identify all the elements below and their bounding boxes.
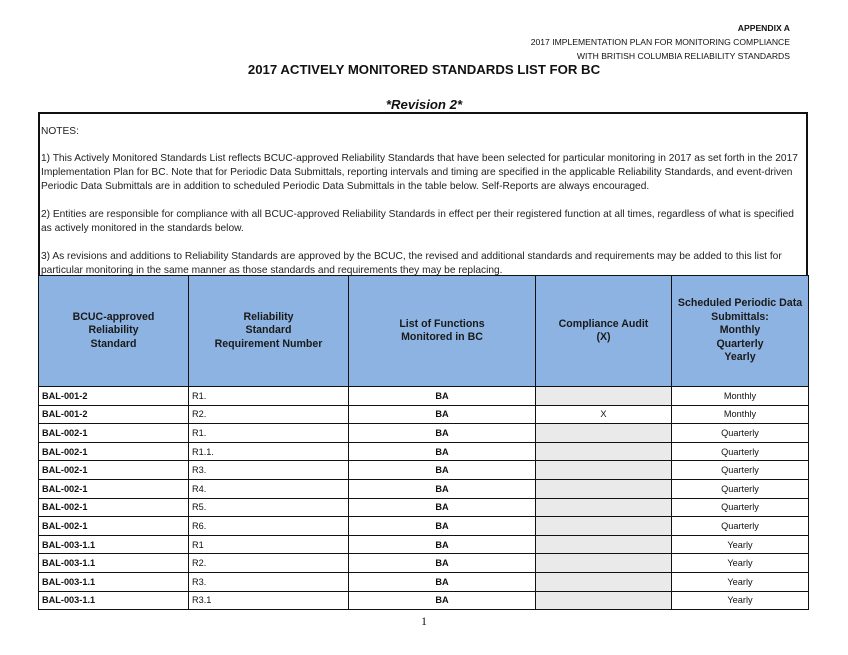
cell-requirement: R1. [189,387,349,406]
cell-standard: BAL-002-1 [39,442,189,461]
page-number: 1 [421,614,427,628]
table-row [39,387,809,406]
cell-requirement: R3. [189,572,349,591]
cell-functions: BA [349,479,536,498]
column-header-schedule: Scheduled Periodic Data Submittals: Monthly Quarterly Yearly [672,276,809,387]
cell-functions: BA [349,535,536,554]
cell-requirement: R3.1 [189,591,349,610]
cell-schedule: Quarterly [672,498,809,517]
cell-schedule: Quarterly [672,424,809,443]
column-header-compliance-audit: Compliance Audit (X) [536,276,672,387]
cell-schedule: Yearly [672,535,809,554]
cell-requirement: R1.1. [189,442,349,461]
cell-compliance-audit [536,424,672,443]
cell-functions: BA [349,461,536,480]
cell-compliance-audit [536,535,672,554]
cell-schedule: Monthly [672,387,809,406]
cell-compliance-audit [536,461,672,480]
table-row [39,572,809,591]
cell-schedule: Quarterly [672,461,809,480]
cell-requirement: R1. [189,424,349,443]
cell-standard: BAL-003-1.1 [39,591,189,610]
cell-standard: BAL-001-2 [39,387,189,406]
cell-requirement: R5. [189,498,349,517]
cell-schedule: Yearly [672,554,809,573]
table-row [39,461,809,480]
cell-functions: BA [349,442,536,461]
cell-functions: BA [349,517,536,536]
cell-schedule: Monthly [672,405,809,424]
cell-schedule: Quarterly [672,479,809,498]
cell-functions: BA [349,387,536,406]
cell-compliance-audit [536,479,672,498]
table-row [39,498,809,517]
cell-requirement: R1 [189,535,349,554]
cell-schedule: Quarterly [672,517,809,536]
cell-functions: BA [349,591,536,610]
cell-compliance-audit [536,442,672,461]
cell-functions: BA [349,424,536,443]
cell-compliance-audit [536,498,672,517]
appendix-subtitle-line1: 2017 IMPLEMENTATION PLAN FOR MONITORING COMPLIANCE [530,37,790,47]
cell-compliance-audit [536,572,672,591]
cell-compliance-audit [536,591,672,610]
cell-compliance-audit [536,554,672,573]
column-header-standard: BCUC-approved Reliability Standard [39,276,189,387]
table-row [39,591,809,610]
note-1: 1) This Actively Monitored Standards List reflects BCUC-approved Reliability Standards that have been selected for particular monitoring in 2017 as set forth in the 2017 Implementation Plan for BC. Note that for Periodic Data Submittals, reporting intervals and timing are specified in the applicable Reliability Standards, and event-driven Periodic Data Submittals are in addition to scheduled Periodic Data Submittals in the table below. Self-Reports are always encouraged. [41,153,798,192]
cell-functions: BA [349,554,536,573]
cell-compliance-audit [536,517,672,536]
appendix-subtitle-line2: WITH BRITISH COLUMBIA RELIABILITY STANDARDS [576,51,790,61]
column-header-requirement: Reliability Standard Requirement Number [189,276,349,387]
document-title: 2017 ACTIVELY MONITORED STANDARDS LIST FOR BC [247,62,601,77]
table-row [39,517,809,536]
standards-table [38,275,809,610]
table-row [39,479,809,498]
notes-section [39,125,807,292]
cell-functions: BA [349,405,536,424]
cell-requirement: R6. [189,517,349,536]
cell-functions: BA [349,498,536,517]
cell-compliance-audit: X [536,405,672,424]
cell-standard: BAL-002-1 [39,498,189,517]
cell-schedule: Yearly [672,572,809,591]
column-header-functions: List of Functions Monitored in BC [349,276,536,387]
cell-schedule: Quarterly [672,442,809,461]
cell-schedule: Yearly [672,591,809,610]
table-header-row [39,276,809,387]
cell-standard: BAL-002-1 [39,517,189,536]
table-row [39,405,809,424]
table-row [39,535,809,554]
appendix-header [531,21,790,63]
cell-requirement: R2. [189,405,349,424]
cell-standard: BAL-003-1.1 [39,572,189,591]
cell-requirement: R3. [189,461,349,480]
note-2: 2) Entities are responsible for compliance with all BCUC-approved Reliability Standards in effect per their registered function at all times, regardless of what is specified as actively monitored in the standards below. [41,209,794,234]
cell-standard: BAL-003-1.1 [39,554,189,573]
cell-standard: BAL-003-1.1 [39,535,189,554]
cell-functions: BA [349,572,536,591]
cell-compliance-audit [536,387,672,406]
cell-standard: BAL-002-1 [39,461,189,480]
cell-standard: BAL-002-1 [39,424,189,443]
appendix-label: APPENDIX A [737,23,790,33]
cell-requirement: R4. [189,479,349,498]
notes-heading: NOTES: [41,126,79,137]
cell-requirement: R2. [189,554,349,573]
revision-label: *Revision 2* [385,97,463,112]
table-row [39,554,809,573]
table-row [39,442,809,461]
cell-standard: BAL-002-1 [39,479,189,498]
cell-standard: BAL-001-2 [39,405,189,424]
note-3: 3) As revisions and additions to Reliability Standards are approved by the BCUC, the revised and additional standards and requirements may be added to this list for particular monitoring in the same manner as those standards and requirements they may be replacing. [41,251,782,276]
table-row [39,424,809,443]
